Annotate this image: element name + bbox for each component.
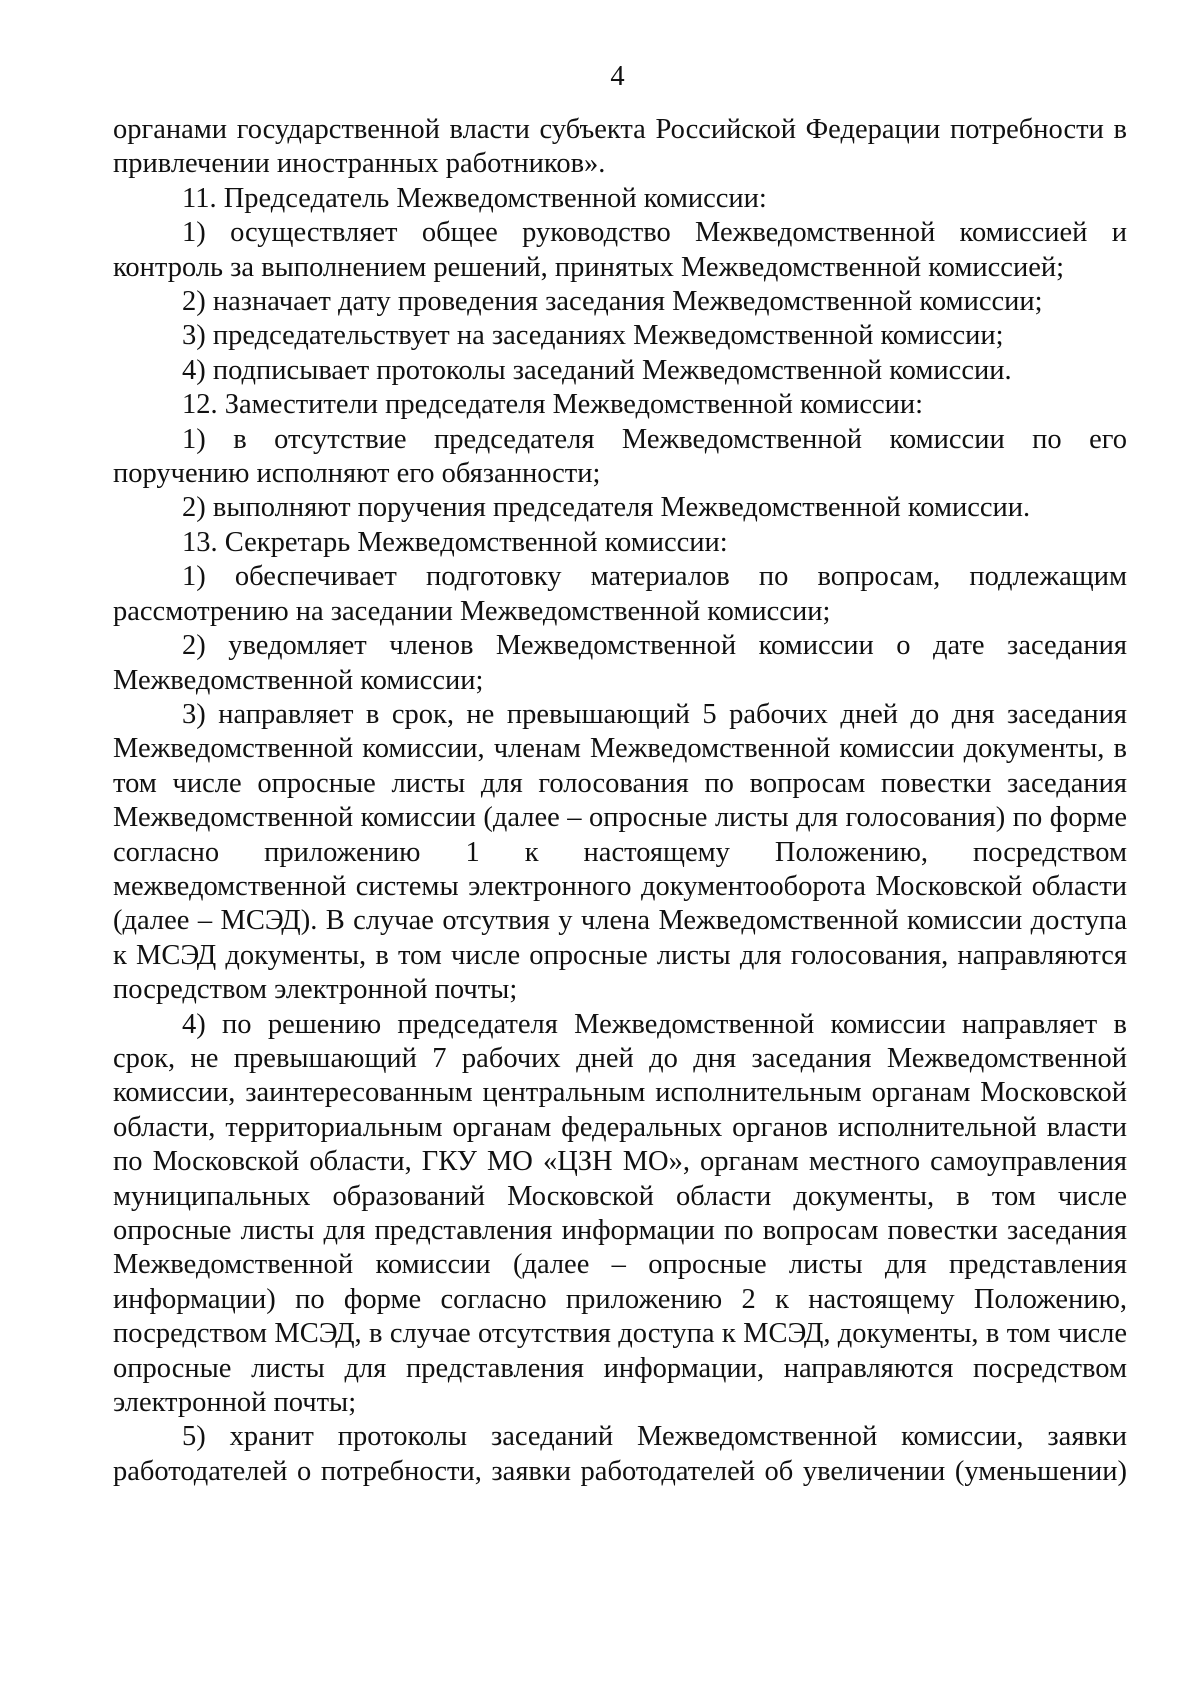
paragraph-item-13-heading: 13. Секретарь Межведомственной комиссии: [182,526,728,558]
paragraph-item-13-1: 1) обеспечивает подготовку материалов по вопросам, подлежащим рассмотрению на заседании Межведомственной комиссии; [113,561,1127,627]
paragraph-item-13-2: 2) уведомляет членов Межведомственной комиссии о дате заседания Межведомственной комиссии; [113,630,1127,696]
paragraph-item-13-5: 5) хранит протоколы заседаний Межведомственной комиссии, заявки работодателей о потребности, заявки работодателей об увеличении (уменьшении) [113,1421,1127,1487]
paragraph-item-13-3: 3) направляет в срок, не превышающий 5 рабочих дней до дня заседания Межведомственной комиссии, членам Межведомственной комиссии документы, в том числе опросные листы для голосования по вопросам повестки заседания Межведомственной комиссии (далее – опросные листы для голосования) по форме согласно приложению 1 к настоящему Положению, посредством межведомственной системы электронного документооборота Московской области (далее – МСЭД). В случае отсутвия у члена Межведомственной комиссии доступа к МСЭД документы, в том числе опросные листы для голосования, направляются посредством электронной почты; [113,698,1127,1006]
paragraph-item-11-2: 2) назначает дату проведения заседания Межведомственной комиссии; [182,286,1043,318]
paragraph-item-12-heading: 12. Заместители председателя Межведомственной комиссии: [182,389,924,421]
paragraph-item-12-1: 1) в отсутствие председателя Межведомственной комиссии по его поручению исполняют его обязанности; [113,423,1127,490]
paragraph-item-13-4: 4) по решению председателя Межведомственной комиссии направляет в срок, не превышающий 7 рабочих дней до дня заседания Межведомственной комиссии, заинтересованным центральным исполнительным органам Московской области, территориальным органам федеральных органов исполнительной власти по Московской области, ГКУ МО «ЦЗН МО», органам местного самоуправления муниципальных образований Московской области документы, в том числе опросные листы для представления информации по вопросам повестки заседания Межведомственной комиссии (далее – опросные листы для представления информации) по форме согласно приложению 2 к настоящему Положению, посредством МСЭД, в случае отсутствия доступа к МСЭД, документы, в том числе опросные листы для представления информации, направляются посредством электронной почты; [113,1008,1127,1419]
page-number: 4 [610,61,625,92]
paragraph-item-11-3: 3) председательствует на заседаниях Межведомственной комиссии; [182,320,1004,352]
document-body [113,113,1127,1489]
paragraph-item-11-heading: 11. Председатель Межведомственной комиссии: [182,182,767,214]
paragraph-continuation: органами государственной власти субъекта Российской Федерации потребности в привлечении иностранных работников». [113,114,1127,180]
paragraph-item-11-4: 4) подписывает протоколы заседаний Межведомственной комиссии. [182,354,1012,386]
paragraph-item-11-1: 1) осуществляет общее руководство Межведомственной комиссией и контроль за выполнением решений, принятых Межведомственной комиссией; [113,217,1127,283]
paragraph-item-12-2: 2) выполняют поручения председателя Межведомственной комиссии. [182,492,1031,524]
